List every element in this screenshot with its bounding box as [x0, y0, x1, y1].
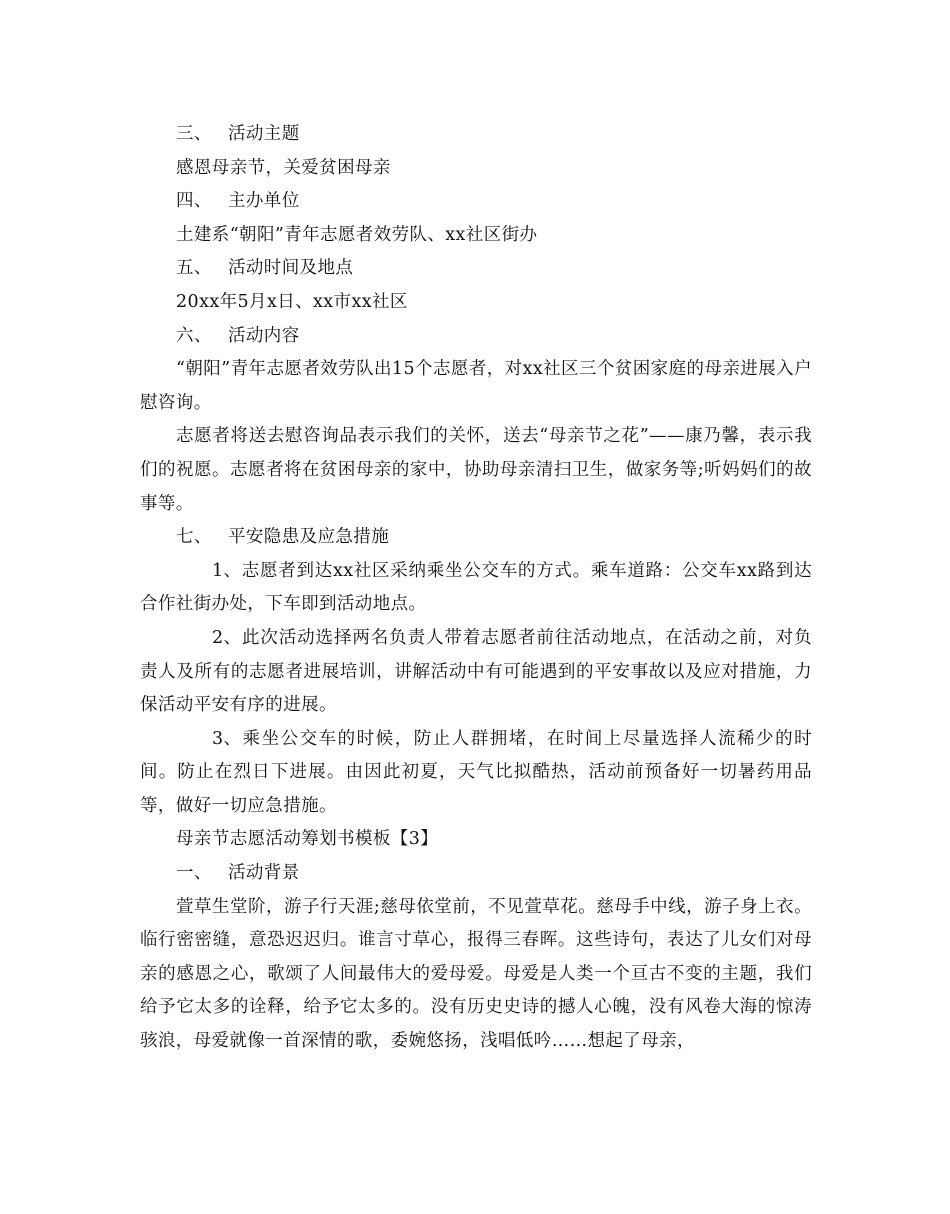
template-title-text: 母亲节志愿活动筹划书模板【3】 — [176, 829, 439, 850]
paragraph-text: 此次活动选择两名负责人带着志愿者前往活动地点，在活动之前，对负责人及所有的志愿者进展培训，讲解活动中有可能遇到的平安事故以及应对措施，力保活动平安有序的进展。 — [140, 627, 812, 716]
document-body — [140, 118, 812, 1059]
paragraph-safety-2 — [140, 622, 812, 723]
template-title — [140, 823, 812, 857]
paragraph-content-2: 志愿者将送去慰咨询品表示我们的关怀，送去“母亲节之花”——康乃馨，表示我们的祝愿。志愿者将在贫困母亲的家中，协助母亲清扫卫生，做家务等;听妈妈们的故事等。 — [140, 426, 812, 514]
paragraph-safety-1 — [140, 555, 812, 622]
body-line-time-place — [140, 286, 812, 320]
paragraph-text: 志愿者到达xx社区采纳乘坐公交车的方式。乘车道路：公交车xx路到达合作社街办处，下车即到活动地点。 — [140, 560, 812, 615]
section-title: 活动时间及地点 — [228, 258, 354, 279]
paragraph-safety-3 — [140, 723, 812, 824]
section-heading-safety — [140, 521, 812, 555]
body-text: 感恩母亲节，关爱贫困母亲 — [176, 157, 391, 178]
section-title: 平安隐患及应急措施 — [228, 527, 390, 548]
section-number: 五、 — [176, 258, 212, 279]
body-line-organizer — [140, 219, 812, 253]
paragraph-text: 乘坐公交车的时候，防止人群拥堵，在时间上尽量选择人流稀少的时间。防止在烈日下进展。由因此初夏，天气比拟酷热，活动前预备好一切暑药用品等，做好一切应急措施。 — [140, 728, 812, 816]
paragraph-background: 萱草生堂阶，游子行天涯;慈母依堂前，不见萱草花。慈母手中线，游子身上衣。临行密密缝，意恐迟迟归。谁言寸草心，报得三春晖。这些诗句，表达了儿女们对母亲的感恩之心，歌颂了人间最伟大的爱母爱。母爱是人类一个亘古不变的主题，我们给予它太多的诠释，给予它太多的。没有历史史诗的撼人心魄，没有风卷大海的惊涛骇浪，母爱就像一首深情的歌，委婉悠扬，浅唱低吟……想起了母亲， — [140, 896, 812, 1052]
section-title: 活动内容 — [228, 325, 300, 346]
section-number: 六、 — [176, 325, 212, 346]
section-heading-background — [140, 857, 812, 891]
section-heading-theme — [140, 118, 812, 152]
section-heading-time-place — [140, 252, 812, 286]
list-number: 3、 — [212, 728, 242, 749]
body-text: 土建系“朝阳”青年志愿者效劳队、xx社区街办 — [176, 224, 538, 245]
section-heading-organizer — [140, 185, 812, 219]
section-heading-content — [140, 320, 812, 354]
section-title: 活动主题 — [228, 124, 300, 144]
section-number: 七、 — [176, 527, 212, 548]
section-title: 活动背景 — [228, 863, 300, 884]
section-title: 主办单位 — [228, 191, 300, 212]
body-line-theme — [140, 152, 812, 186]
paragraph-content-1: “朝阳”青年志愿者效劳队出15个志愿者，对xx社区三个贫困家庭的母亲进展入户慰咨询。 — [140, 359, 812, 413]
section-number: 四、 — [176, 191, 212, 212]
list-number: 1、 — [212, 560, 242, 581]
section-number: 一、 — [176, 863, 212, 884]
body-text: 20xx年5月x日、xx市xx社区 — [176, 291, 408, 312]
section-number: 三、 — [176, 124, 212, 144]
list-number: 2、 — [212, 627, 242, 648]
